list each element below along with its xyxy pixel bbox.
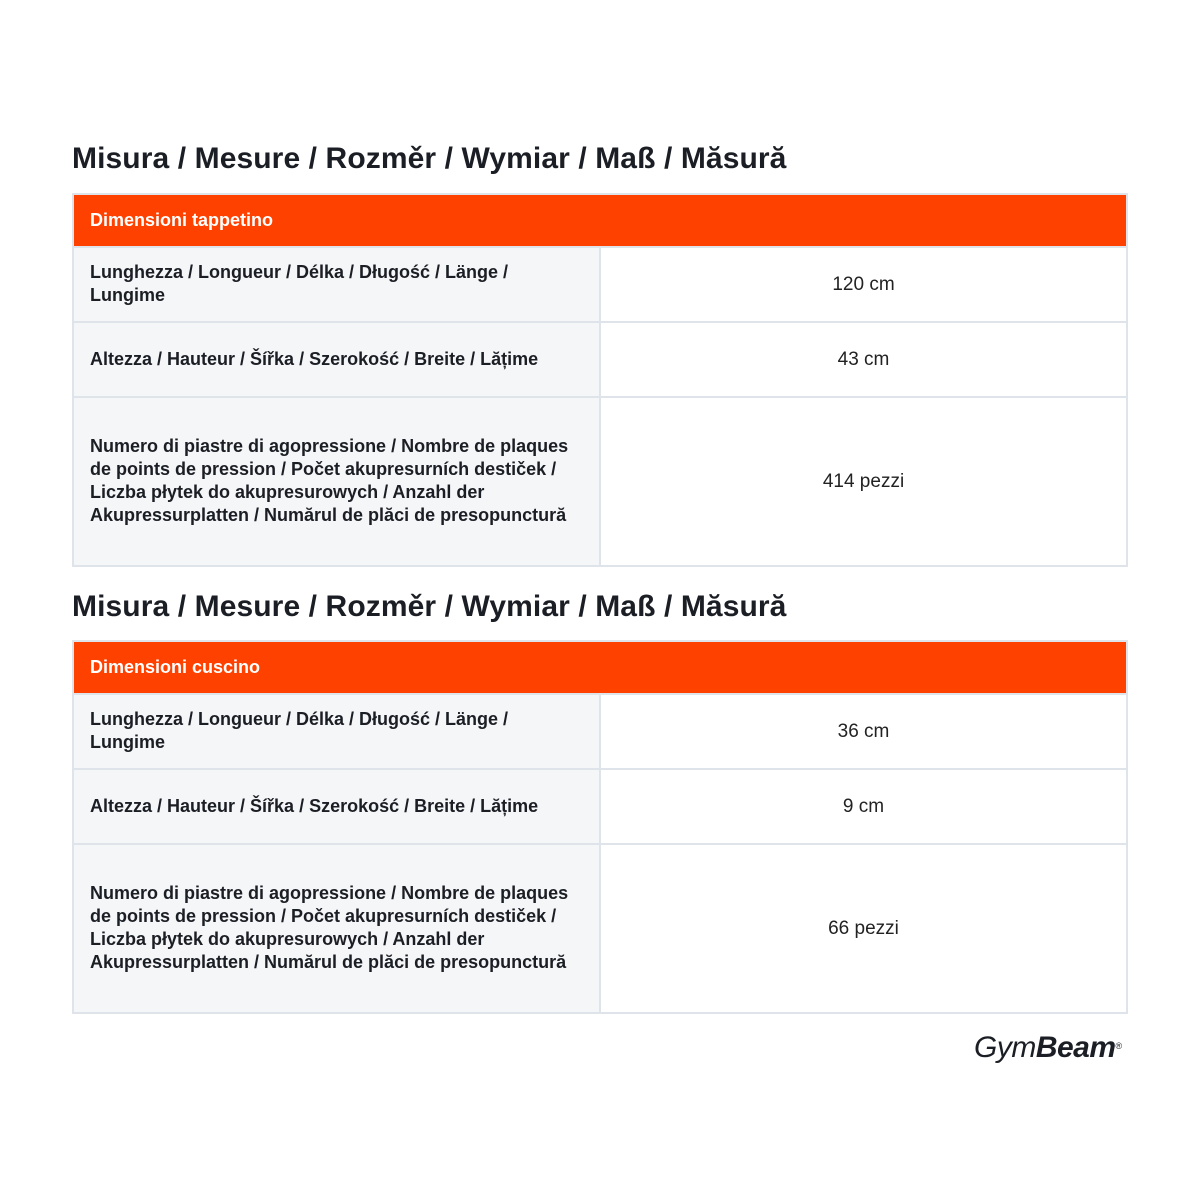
row-label: Altezza / Hauteur / Šířka / Szerokość / Breite / Lățime (74, 322, 600, 397)
row-value: 36 cm (600, 694, 1126, 769)
row-value: 120 cm (600, 247, 1126, 322)
table-row (74, 694, 1126, 769)
row-label: Lunghezza / Longueur / Délka / Długość / Länge / Lungime (74, 247, 600, 322)
row-value: 9 cm (600, 769, 1126, 844)
mat-size-title: Misura / Mesure / Rozměr / Wymiar / Maß / Măsură (72, 142, 787, 175)
row-label: Lunghezza / Longueur / Délka / Długość / Länge / Lungime (74, 694, 600, 769)
registered-mark: ® (1115, 1041, 1123, 1051)
logo-text-beam: Beam (1035, 1031, 1116, 1064)
mat-table-header: Dimensioni tappetino (74, 195, 1126, 247)
pillow-size-title: Misura / Mesure / Rozměr / Wymiar / Maß / Măsură (72, 590, 787, 623)
gymbeam-logo (974, 1030, 1134, 1070)
row-label: Numero di piastre di agopressione / Nombre de plaques de points de pression / Počet akupresurních destiček / Liczba płytek do akupresurowych / Anzahl der Akupressurplatten / Numărul de plăci de presopunctură (74, 397, 600, 565)
row-label: Altezza / Hauteur / Šířka / Szerokość / Breite / Lățime (74, 769, 600, 844)
logo-text-gym: Gym (974, 1031, 1036, 1064)
row-value: 414 pezzi (600, 397, 1126, 565)
pillow-table-header: Dimensioni cuscino (74, 642, 1126, 694)
mat-dimensions-table (72, 193, 1128, 567)
row-label: Numero di piastre di agopressione / Nombre de plaques de points de pression / Počet akupresurních destiček / Liczba płytek do akupresurowych / Anzahl der Akupressurplatten / Numărul de plăci de presopunctură (74, 844, 600, 1012)
page-content (72, 0, 1128, 1014)
table-row (74, 322, 1126, 397)
table-row (74, 769, 1126, 844)
table-row (74, 247, 1126, 322)
table-row (74, 844, 1126, 1012)
table-row (74, 397, 1126, 565)
row-value: 66 pezzi (600, 844, 1126, 1012)
row-value: 43 cm (600, 322, 1126, 397)
pillow-dimensions-table (72, 640, 1128, 1014)
